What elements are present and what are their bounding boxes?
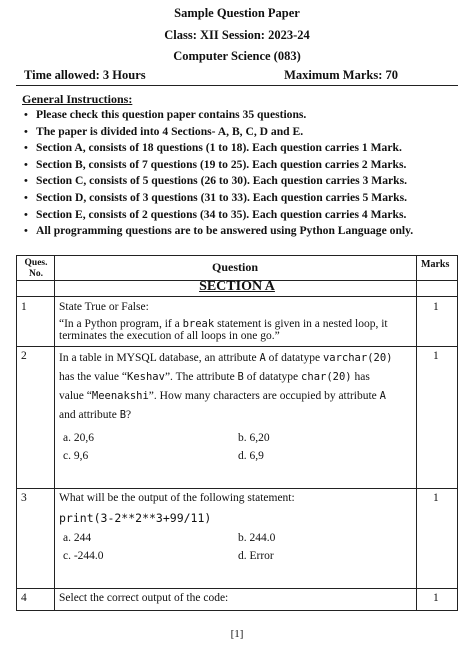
q3-marks: 1 [433,492,439,504]
paper-title: Sample Question Paper [174,6,300,20]
q2-marks: 1 [433,350,439,362]
q1-marks: 1 [433,301,439,313]
header-divider [16,85,458,86]
q3-option-c: c. -244.0 [63,550,104,562]
q2-text: In a table in MYSQL database, an attribute A of datatype varchar(20) has the value “Keshav”. The attribute B of datatype char(20) has value “Meenakshi”. How many characters are occupied by attribute A and attribute B? [59,352,393,421]
instruction-item: • The paper is divided into 4 Sections- A, B, C, D and E. [24,124,454,141]
max-marks: Maximum Marks: 70 [284,68,398,82]
col-divider [54,256,55,610]
row-divider [17,588,457,589]
col-divider [416,256,417,610]
bullet-icon: • [24,109,28,121]
question-number: 2 [21,350,27,362]
instruction-item: • Section A, consists of 18 questions (1 to 18). Each question carries 1 Mark. [24,140,454,157]
bullet-icon: • [24,208,28,221]
instruction-item: • All programming questions are to be answered using Python Language only. [24,223,454,240]
bullet-icon: • [24,225,28,238]
col-header-qno: Ques. No. [24,258,48,279]
bullet-icon: • [24,158,28,171]
q3-option-d: d. Error [238,550,274,562]
col-header-marks: Marks [421,259,450,270]
time-allowed: Time allowed: 3 Hours [24,68,146,82]
instruction-item: • Section B, consists of 7 questions (19 to 25). Each question carries 2 Marks. [24,157,454,174]
row-divider [17,488,457,489]
instructions-list [24,107,454,240]
bullet-icon: • [24,142,28,155]
q3-question: What will be the output of the following statement: [59,492,295,504]
question-number: 4 [21,592,27,604]
instruction-item: • Please check this question paper contains 35 questions. [24,107,454,124]
row-divider [17,296,457,297]
q4-question: Select the correct output of the code: [59,592,229,604]
q3-code: print(3-2**2**3+99/11) [59,511,212,525]
bullet-icon: • [24,191,28,204]
q4-marks: 1 [433,592,439,604]
instruction-item: • Section D, consists of 3 questions (31 to 33). Each question carries 5 Marks. [24,190,454,207]
question-table [16,255,458,611]
q3-option-a: a. 244 [63,532,92,544]
bullet-icon: • [24,175,28,188]
bullet-icon: • [24,125,28,138]
q1-text: State True or False: “In a Python program, if a break statement is given in a nested loop, it terminates the execution of all loops in one go.” [59,301,388,342]
section-heading: SECTION A [199,279,275,294]
q2-option-a: a. 20,6 [63,432,94,444]
q3-option-b: b. 244.0 [238,532,276,544]
row-divider [17,346,457,347]
instructions-title: General Instructions: [22,92,133,106]
instruction-item: • Section C, consists of 5 questions (26 to 30). Each question carries 3 Marks. [24,173,454,190]
q2-option-d: d. 6,9 [238,450,264,462]
class-session: Class: XII Session: 2023-24 [164,28,310,42]
subject: Computer Science (083) [173,49,301,63]
question-number: 3 [21,492,27,504]
col-header-question: Question [211,260,258,274]
question-number: 1 [21,301,27,313]
q2-option-c: c. 9,6 [63,450,89,462]
q2-option-b: b. 6,20 [238,432,270,444]
page-number: [1] [230,628,244,640]
instruction-item: • Section E, consists of 2 questions (34 to 35). Each question carries 4 Marks. [24,207,454,224]
